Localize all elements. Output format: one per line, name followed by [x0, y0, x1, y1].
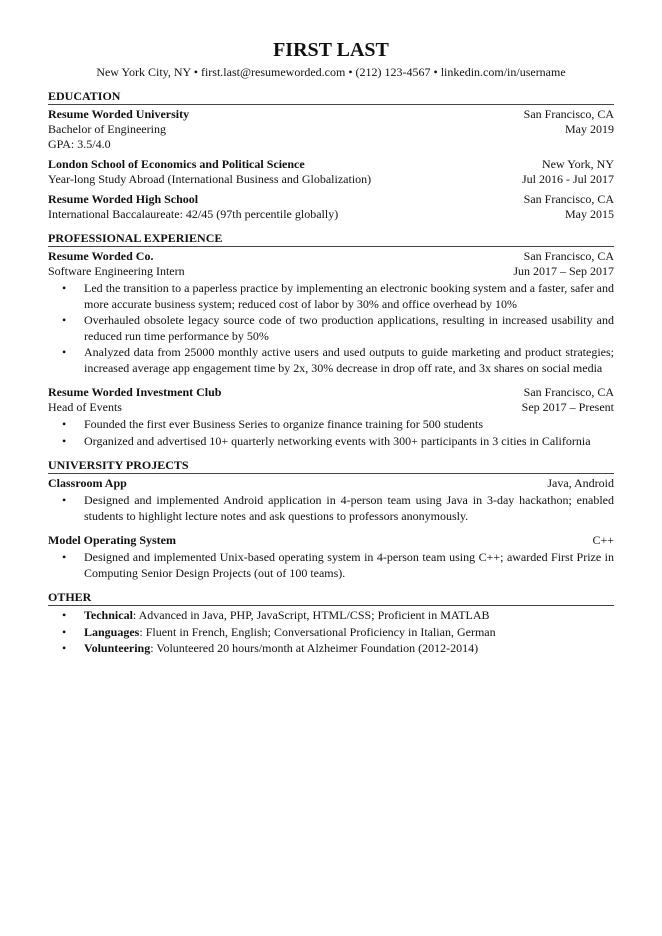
section-title: OTHER: [48, 591, 614, 606]
experience-entry: [48, 385, 614, 449]
bullet-icon: •: [62, 493, 67, 507]
bullet-icon: •: [62, 641, 67, 655]
list-item: [48, 550, 614, 581]
date: Jun 2017 – Sep 2017: [513, 264, 614, 278]
bullet-text: Overhauled obsolete legacy source code of two production applications, resulting in increased usability and reduced run time performance by 50%: [84, 313, 614, 343]
degree: Year-long Study Abroad (International Business and Globalization): [48, 172, 372, 186]
date: Jul 2016 - Jul 2017: [521, 172, 614, 186]
education-section: [48, 90, 614, 222]
bullet-text: Organized and advertised 10+ quarterly networking events with 300+ participants in 3 cities in California: [84, 433, 591, 448]
bullet-icon: •: [62, 345, 67, 359]
location: San Francisco, CA: [523, 107, 614, 121]
bullet-icon: •: [62, 433, 67, 448]
location: San Francisco, CA: [523, 192, 614, 206]
role: Head of Events: [48, 400, 122, 414]
skill-label: Volunteering: [84, 641, 151, 655]
date: May 2015: [565, 207, 614, 221]
bullet-icon: •: [62, 417, 67, 431]
degree: Bachelor of Engineering: [48, 122, 166, 136]
date: Sep 2017 – Present: [521, 400, 614, 414]
bullet-list: [48, 550, 614, 581]
project-entry: [48, 476, 614, 524]
bullet-icon: •: [62, 313, 67, 327]
education-entry: [48, 192, 614, 222]
list-item: [48, 313, 614, 344]
school-name: Resume Worded University: [48, 107, 190, 121]
list-item: [48, 417, 614, 433]
list-item: [48, 641, 614, 657]
bullet-text: Founded the first ever Business Series to organize finance training for 500 students: [84, 417, 484, 431]
list-item: [48, 281, 614, 312]
company-name: Resume Worded Investment Club: [48, 385, 222, 399]
bullet-text: Led the transition to a paperless practice by implementing an electronic booking system and a faster, safer and more accurate business system; reduced cost of labor by 30% and office overhead by 10%: [84, 281, 614, 311]
company-name: Resume Worded Co.: [48, 249, 154, 263]
education-entry: [48, 107, 614, 152]
list-item: [48, 493, 614, 524]
section-title: PROFESSIONAL EXPERIENCE: [48, 232, 614, 247]
bullet-icon: •: [62, 550, 67, 564]
degree: International Baccalaureate: 42/45 (97th percentile globally): [48, 207, 339, 221]
project-name: Model Operating System: [48, 533, 176, 547]
skill-text: : Advanced in Java, PHP, JavaScript, HTML/CSS; Proficient in MATLAB: [132, 608, 490, 622]
list-item: [48, 345, 614, 376]
gpa: GPA: 3.5/4.0: [48, 137, 111, 151]
list-item: [48, 434, 614, 450]
location: San Francisco, CA: [523, 385, 614, 399]
school-name: London School of Economics and Political Science: [48, 157, 305, 171]
contact-line: New York City, NY • first.last@resumeworded.com • (212) 123-4567 • linkedin.com/in/username: [96, 65, 566, 79]
project-entry: [48, 533, 614, 581]
section-title: UNIVERSITY PROJECTS: [48, 459, 614, 474]
project-tech: Java, Android: [547, 476, 614, 490]
bullet-list: [48, 493, 614, 524]
resume-name: FIRST LAST: [273, 39, 389, 61]
experience-entry: [48, 249, 614, 376]
other-section: [48, 591, 614, 657]
skill-text: : Fluent in French, English; Conversational Proficiency in Italian, German: [139, 624, 496, 639]
list-item: [48, 608, 614, 624]
bullet-text: Designed and implemented Unix-based operating system in 4-person team using C++; awarded First Prize in Computing Senior Design Projects (out of 100 teams).: [84, 550, 614, 580]
skill-label: Languages: [84, 624, 140, 639]
role: Software Engineering Intern: [48, 264, 185, 278]
projects-section: [48, 459, 614, 581]
experience-section: [48, 232, 614, 449]
bullet-list: [48, 608, 614, 657]
date: May 2019: [565, 122, 614, 136]
location: New York, NY: [541, 157, 614, 171]
list-item: [48, 625, 614, 641]
skill-text: : Volunteered 20 hours/month at Alzheimer Foundation (2012-2014): [150, 641, 479, 655]
bullet-text: Analyzed data from 25000 monthly active users and used outputs to guide marketing and product strategies; increased average app engagement time by 2x, 30% decrease in drop off rate, and 3x shares on social media: [84, 345, 614, 375]
bullet-icon: •: [62, 624, 67, 639]
school-name: Resume Worded High School: [48, 192, 199, 206]
bullet-icon: •: [62, 281, 67, 295]
project-tech: C++: [592, 533, 614, 547]
section-title: EDUCATION: [48, 90, 614, 105]
bullet-text: Designed and implemented Android application in 4-person team using Java in 3-day hackathon; enabled students to highlight lecture notes and ask questions to professors anonymously.: [84, 493, 614, 523]
project-name: Classroom App: [48, 476, 127, 490]
education-entry: [48, 157, 614, 187]
bullet-list: [48, 281, 614, 376]
location: San Francisco, CA: [523, 249, 614, 263]
bullet-list: [48, 417, 614, 449]
bullet-icon: •: [62, 608, 67, 622]
skill-label: Technical: [84, 608, 133, 622]
